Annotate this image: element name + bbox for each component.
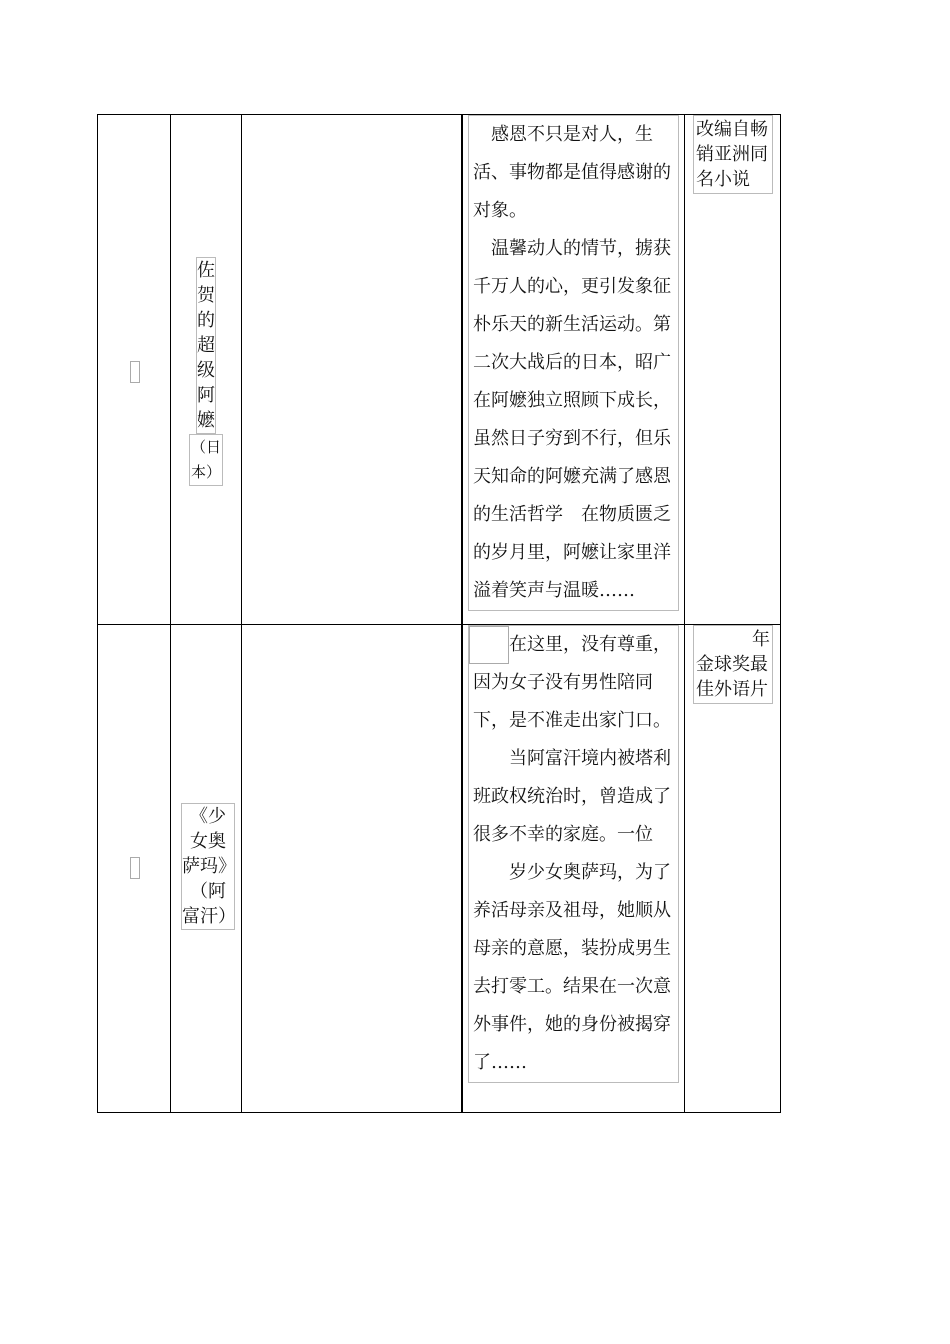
- film-description: [468, 115, 679, 611]
- title-char: 阿: [197, 385, 215, 406]
- description-paragraph: 岁少女奥萨玛，为了养活母亲及祖母，她顺从母亲的意愿，装扮成男生去打零工。结果在一次意外事件，她的身份被揭穿了……: [473, 862, 671, 1073]
- title-char: 超: [197, 335, 215, 356]
- title-line: 富汗）: [182, 906, 236, 927]
- title-cell: [171, 625, 242, 1113]
- table-row: [98, 115, 781, 625]
- description-paragraph: [473, 626, 674, 740]
- note-year: 年: [752, 629, 770, 650]
- blank-placeholder: [469, 626, 509, 664]
- title-char: 的: [197, 310, 215, 331]
- index-cell: [98, 115, 171, 625]
- table-row: [98, 625, 781, 1113]
- title-line: 萨玛》: [182, 856, 236, 877]
- film-title: [181, 803, 235, 930]
- description-text: 在这里，没有尊重，因为女子没有男性陪同下，是不准走出家门口。: [473, 634, 671, 731]
- country-line: 本）: [190, 463, 221, 481]
- description-paragraph: 感恩不只是对人，生活、事物都是值得感谢的对象。: [473, 124, 671, 221]
- index-cell: [98, 625, 171, 1113]
- blank-cell: [242, 115, 463, 625]
- title-char: 佐: [197, 260, 215, 281]
- index-placeholder: [130, 361, 140, 383]
- description-paragraph: 温馨动人的情节，掳获千万人的心，更引发象征朴乐天的新生活运动。第二次大战后的日本，昭广在阿嬷独立照顾下成长，虽然日子穷到不行，但乐天知命的阿嬷充满了感恩的生活哲学 在物质匮乏的岁月里，阿嬷让家里洋溢着笑声与温暖……: [473, 238, 671, 601]
- film-note: [693, 625, 773, 704]
- film-note: 改编自畅销亚洲同名小说: [693, 115, 773, 194]
- film-country: [189, 434, 223, 486]
- title-line: 《少: [190, 806, 226, 827]
- description-cell: [462, 625, 685, 1113]
- description-paragraph: 当阿富汗境内被塔利班政权统治时，曾造成了很多不幸的家庭。一位: [473, 748, 671, 845]
- country-line: （日: [190, 438, 221, 456]
- note-cell: [685, 625, 781, 1113]
- description-cell: [462, 115, 685, 625]
- film-description: [468, 625, 679, 1083]
- title-line: 女奥: [190, 831, 226, 852]
- note-cell: [685, 115, 781, 625]
- film-title: [196, 257, 216, 434]
- title-char: 贺: [197, 285, 215, 306]
- title-char: 嬷: [197, 410, 215, 431]
- blank-cell: [242, 625, 463, 1113]
- film-table: [97, 114, 781, 1113]
- title-cell: [171, 115, 242, 625]
- note-text: 金球奖最佳外语片: [696, 654, 768, 700]
- title-char: 级: [197, 360, 215, 381]
- title-line: （阿: [190, 881, 226, 902]
- index-placeholder: [130, 857, 140, 879]
